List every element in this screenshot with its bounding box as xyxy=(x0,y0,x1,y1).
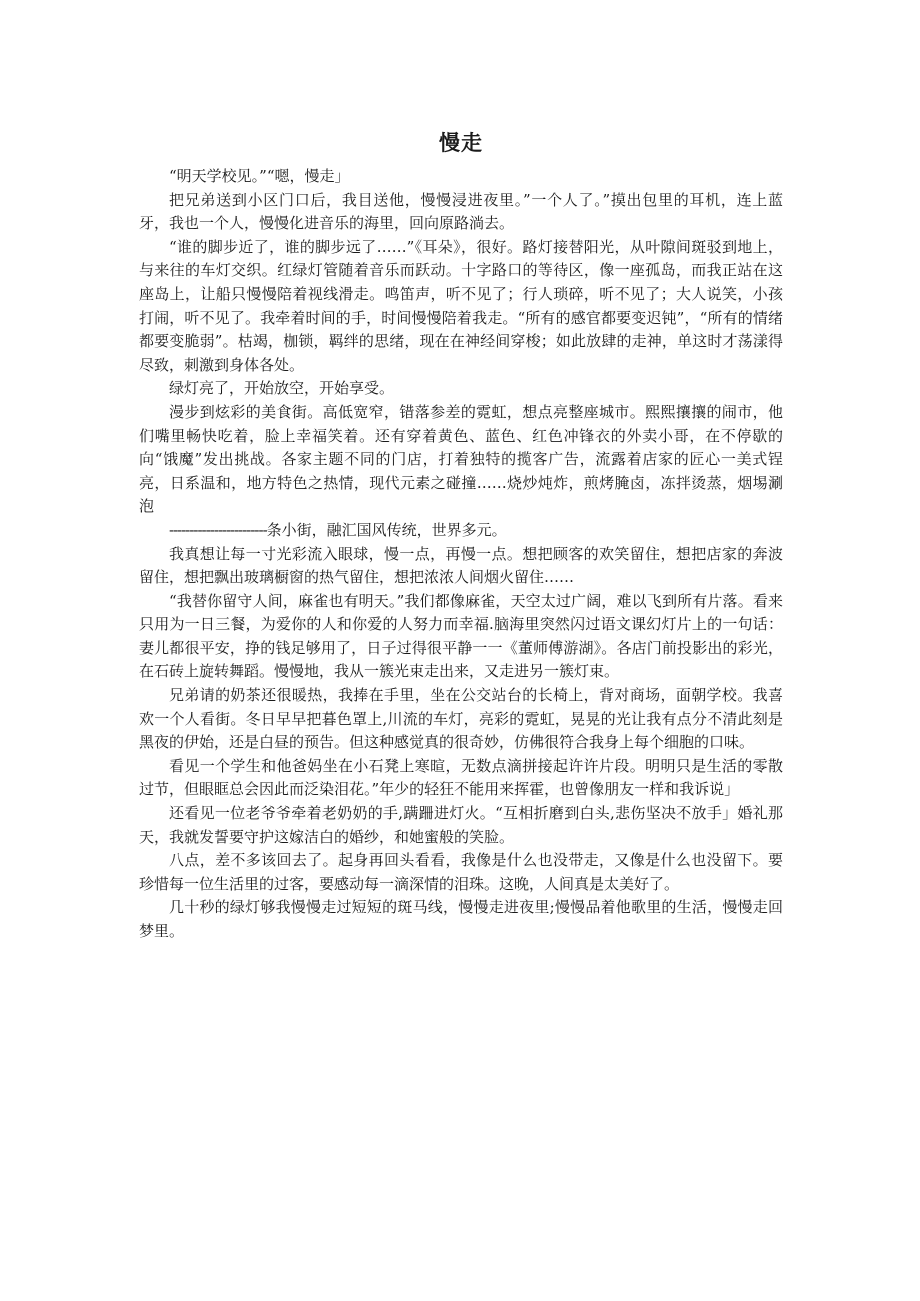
paragraph-5-tail: 条小街，融汇国风传统，世界多元。 xyxy=(266,520,507,539)
page-title: 慢走 xyxy=(439,131,483,155)
paragraph-11: 八点，差不多该回去了。起身再回头看看，我像是什么也没带走，又像是什么也没留下。要珍惜每一位生活里的过客，要感动每一滴深情的泪珠。这晚，人间真是太美好了。 xyxy=(139,851,783,893)
paragraph-6: 我真想让每一寸光彩流入眼球，慢一点，再慢一点。想把顾客的欢笑留住，想把店家的奔波留住，想把飘出玻璃橱窗的热气留住，想把浓浓人间烟火留住…… xyxy=(139,544,783,587)
paragraph-1: “明天学校见。”“嗯，慢走」 xyxy=(169,167,350,185)
paragraph-9: 看见一个学生和他爸妈坐在小石凳上寒暄，无数点滴拼接起许许片段。明明只是生活的零散过节，但眼眶总会因此而泛染泪花。”年少的轻狂不能用来挥霍，也曾像朋友一样和我诉说」 xyxy=(139,756,783,799)
paragraph-10: 还看见一位老爷爷牵着老奶奶的手,蹒跚进灯火。“互相折磨到白头,悲伤坚决不放手」婚礼那天，我就发誓要守护这嫁洁白的婚纱，和她蜜般的笑脸。 xyxy=(139,804,783,846)
dash-line: ------------------------ xyxy=(169,520,267,539)
paragraph-3: “谁的脚步近了，谁的脚步远了……”《耳朵》，很好。路灯接替阳光，从叶隙间斑驳到地上，与来往的车灯交织。红绿灯管随着音乐而跃动。十字路口的等待区，像一座孤岛，而我正站在这座岛上，让船只慢慢陪着视线滑走。鸣笛声，听不见了；行人琐碎，听不见了；大人说笑，小孩打闹，听不见了。我牵着时间的手，时间慢慢陪着我走。“所有的感官都要变迟钝”，“所有的情绪都要变脆弱”。枯竭，枷锁，羁绊的思绪，现在在神经间穿梭；如此放肆的走神，单这时才荡漾得尽致，刺激到身体各处。 xyxy=(139,237,783,374)
paragraph-2: 把兄弟送到小区门口后，我目送他，慢慢浸进夜里。”一个人了。”摸出包里的耳机，连上蓝牙，我也一个人，慢慢化进音乐的海里，回向原路淌去。 xyxy=(139,190,783,233)
paragraph-7: “我替你留守人间，麻雀也有明天。”我们都像麻雀，天空太过广阔，难以飞到所有片落。看来只用为一日三餐，为爱你的人和你爱的人努力而幸福.脑海里突然闪过语文课幻灯片上的一句话：妻儿都很平安，挣的钱足够用了，日子过得很平静一一《董师傅游湖》。各店门前投影出的彩光，在石砖上旋转舞蹈。慢慢地，我从一簇光束走出来，又走进另一簇灯束。 xyxy=(139,591,783,681)
paragraph-8: 兄弟请的奶茶还很暖热，我捧在手里，坐在公交站台的长椅上，背对商场，面朝学校。我喜欢一个人看街。冬日早早把暮色罩上,川流的车灯，亮彩的霓虹，晃晃的光让我有点分不清此刻是黑夜的伊始，还是白昼的预告。但这种感觉真的很奇妙，仿佛很符合我身上每个细胞的口味。 xyxy=(139,686,783,752)
paragraph-5: 漫步到炫彩的美食街。高低宽窄，错落参差的霓虹，想点亮整座城市。熙熙攘攘的闹市，他们嘴里畅快吃着，脸上幸福笑着。还有穿着黄色、蓝色、红色冲锋衣的外卖小哥，在不停歇的向“饿魔”发出挑战。各家主题不同的门店，打着独特的揽客广告，流露着店家的匠心一美式锃亮，日系温和，地方特色之热情，现代元素之碰撞……烧炒炖炸，煎烤腌卤，冻拌烫蒸，烟埸涮泡 xyxy=(139,402,783,516)
paragraph-12: 几十秒的绿灯够我慢慢走过短短的斑马线，慢慢走进夜里;慢慢品着他歌里的生活，慢慢走回梦里。 xyxy=(139,898,783,940)
document-page xyxy=(139,128,783,944)
paragraph-5-continuation xyxy=(139,519,783,543)
paragraph-4: 绿灯亮了，开始放空，开始享受。 xyxy=(169,379,395,398)
